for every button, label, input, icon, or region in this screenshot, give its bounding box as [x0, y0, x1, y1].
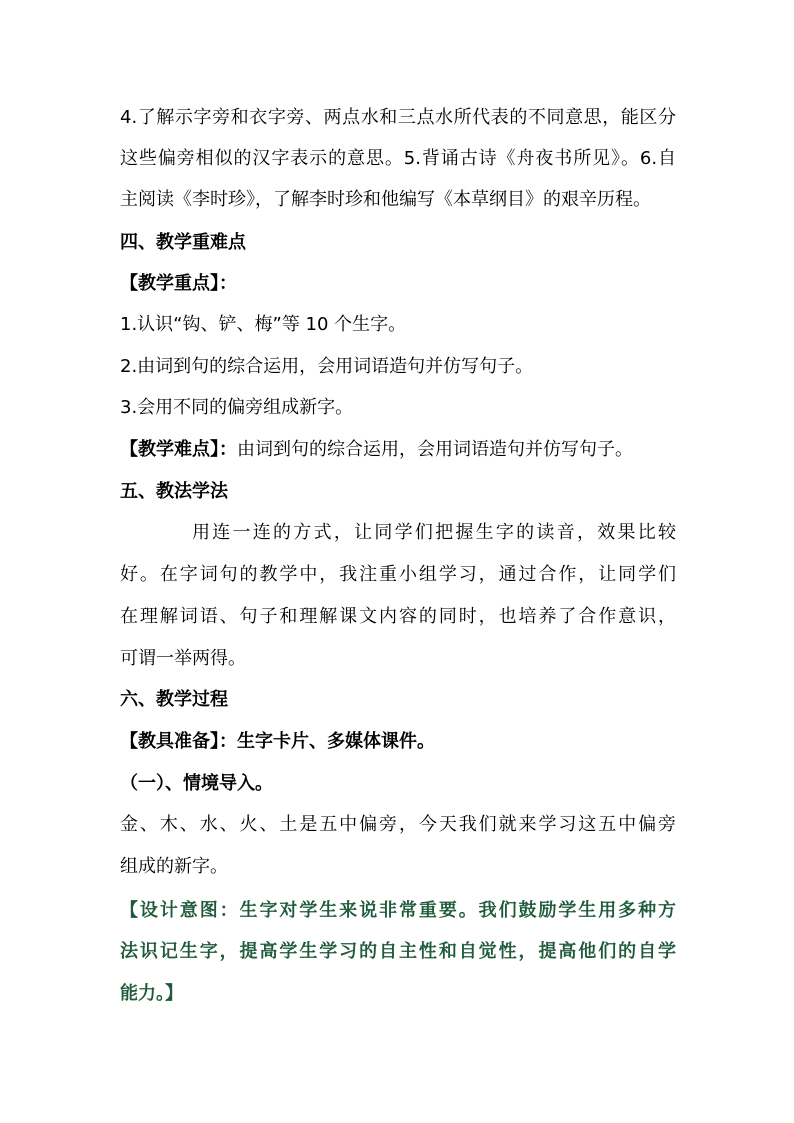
method-line-3: 在理解词语、句子和理解课文内容的同时，也培养了合作意识， — [120, 606, 676, 627]
design-intent-line-1: 【设计意图：生字对学生来说非常重要。我们鼓励学生用多种方 — [120, 900, 676, 921]
section-6-heading: 六、教学过程 — [120, 689, 228, 710]
objective-line-3: 主阅读《李时珍》，了解李时珍和他编写《本草纲目》的艰辛历程。 — [120, 189, 651, 210]
intro-line-2: 组成的新字。 — [120, 856, 228, 877]
method-line-4: 可谓一举两得。 — [120, 648, 246, 669]
objective-line-2: 这些偏旁相似的汉字表示的意思。5.背诵古诗《舟夜书所见》。6.自 — [120, 148, 676, 169]
key-point-3: 3.会用不同的偏旁组成新字。 — [120, 397, 354, 418]
teaching-aids-line — [120, 730, 676, 754]
teaching-aids-text: 生字卡片、多媒体课件。 — [237, 731, 435, 752]
difficulty-line — [120, 438, 676, 462]
step-1-heading: （一）、情境导入。 — [120, 773, 273, 794]
method-line-2: 好。在字词句的教学中，我注重小组学习，通过合作，让同学们 — [120, 564, 676, 585]
section-5-heading: 五、教法学法 — [120, 481, 228, 502]
intro-line-1: 金、木、水、火、土是五中偏旁，今天我们就来学习这五中偏旁 — [120, 814, 676, 835]
difficulty-text: 由词到句的综合运用，会用词语造句并仿写句子。 — [237, 439, 633, 460]
key-points-label: 【教学重点】： — [120, 273, 237, 294]
teaching-aids-label: 【教具准备】： — [120, 731, 237, 752]
design-intent-line-2: 法识记生字，提高学生学习的自主性和自觉性，提高他们的自学 — [120, 941, 676, 962]
method-line-1: 用连一连的方式，让同学们把握生字的读音，效果比较 — [192, 522, 676, 543]
section-4-heading: 四、教学重难点 — [120, 232, 246, 253]
objective-line-1: 4.了解示字旁和衣字旁、两点水和三点水所代表的不同意思，能区分 — [120, 107, 676, 128]
key-point-2: 2.由词到句的综合运用，会用词语造句并仿写句子。 — [120, 356, 534, 377]
difficulty-label: 【教学难点】： — [120, 439, 237, 460]
design-intent-line-3: 能力。】 — [120, 983, 183, 1004]
key-point-1: 1.认识“钩、铲、梅”等 10 个生字。 — [120, 314, 407, 335]
